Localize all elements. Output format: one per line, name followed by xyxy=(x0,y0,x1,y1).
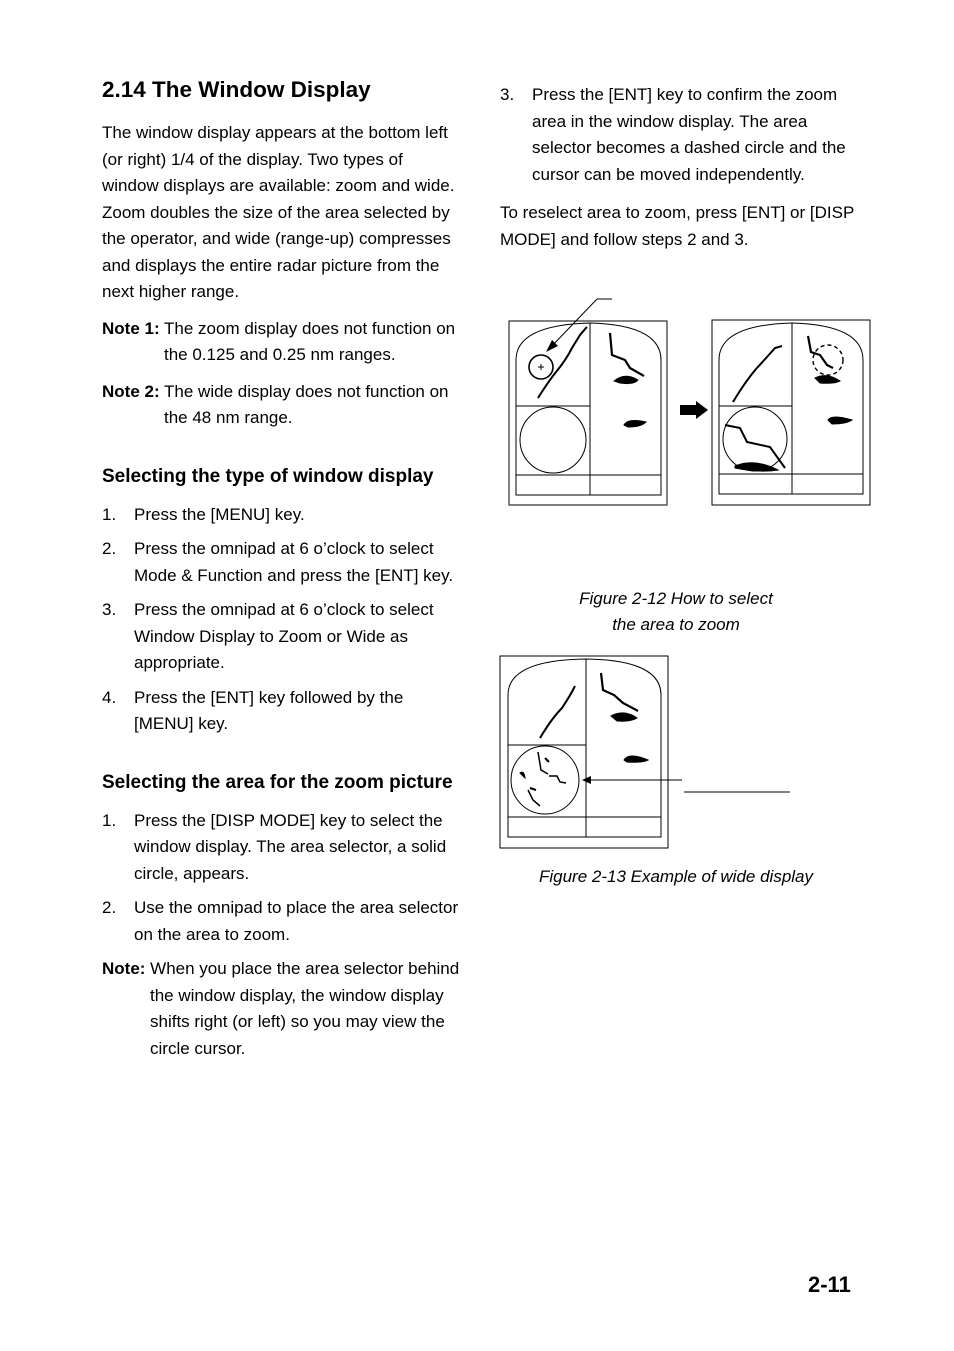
step-number: 1. xyxy=(102,504,117,524)
fig13-caption: Figure 2-13 Example of wide display xyxy=(538,867,814,886)
note-2-text: The wide display does not function on the 48 nm range. xyxy=(159,381,449,427)
fig12-display-after xyxy=(712,320,870,505)
note-zoom-text: When you place the area selector behind the window display, the window display shifts right (or left) so you may view the circle cursor. xyxy=(145,959,460,1058)
step-text: Press the [MENU] key. xyxy=(134,504,305,524)
step-number: 2. xyxy=(102,898,117,917)
step-text: Press the [DISP MODE] key to select the window display. The area selector, a solid circle, appears. xyxy=(134,810,447,883)
fig12-display-before xyxy=(509,321,667,505)
note-zoom-label: Note: xyxy=(102,959,146,978)
step-text: Press the [ENT] key followed by the [MENU] key. xyxy=(134,687,404,733)
note-1-text: The zoom display does not function on the 0.125 and 0.25 nm ranges. xyxy=(159,318,456,364)
intro-paragraph: The window display appears at the bottom left (or right) 1/4 of the display. Two types of window displays are available: zoom and wide. Zoom doubles the size of the area selected by the operator, and wide (range-up) compresses and displays the entire radar picture from the next higher range. xyxy=(102,123,455,301)
note-2-label: Note 2: xyxy=(102,381,160,401)
step-number: 2. xyxy=(102,539,117,558)
step-text: Press the omnipad at 6 o’clock to select Window Display to Zoom or Wide as appropriate. xyxy=(134,600,434,672)
fig12-caption xyxy=(520,586,832,638)
step-number: 3. xyxy=(102,600,117,619)
step-number: 3. xyxy=(500,85,515,104)
step-text: Use the omnipad to place the area selector on the area to zoom. xyxy=(134,898,459,944)
step-number: 1. xyxy=(102,810,117,830)
fig12-caption-line1: Figure 2-12 How to select xyxy=(579,589,773,608)
section-heading: 2.14 The Window Display xyxy=(102,77,371,102)
fig12-transition-arrow xyxy=(680,401,708,419)
step-number: 4. xyxy=(102,687,117,707)
page-number: 2-11 xyxy=(808,1272,851,1297)
step-text: Press the [ENT] key to confirm the zoom area in the window display. The area selector becomes a dashed circle and the cursor can be moved independently. xyxy=(532,85,846,184)
fig12-caption-line2: the area to zoom xyxy=(612,615,740,634)
section-zoom-area-title: Selecting the area for the zoom picture xyxy=(102,771,453,793)
section-window-type-title: Selecting the type of window display xyxy=(102,465,434,487)
fig13-wide-display xyxy=(500,656,790,848)
step-text: Press the omnipad at 6 o’clock to select Mode & Function and press the [ENT] key. xyxy=(134,539,454,585)
fig12-callout xyxy=(546,299,612,352)
note-1-label: Note 1: xyxy=(102,318,160,338)
reselect-paragraph: To reselect area to zoom, press [ENT] or [DISP MODE] and follow steps 2 and 3. xyxy=(500,203,854,249)
